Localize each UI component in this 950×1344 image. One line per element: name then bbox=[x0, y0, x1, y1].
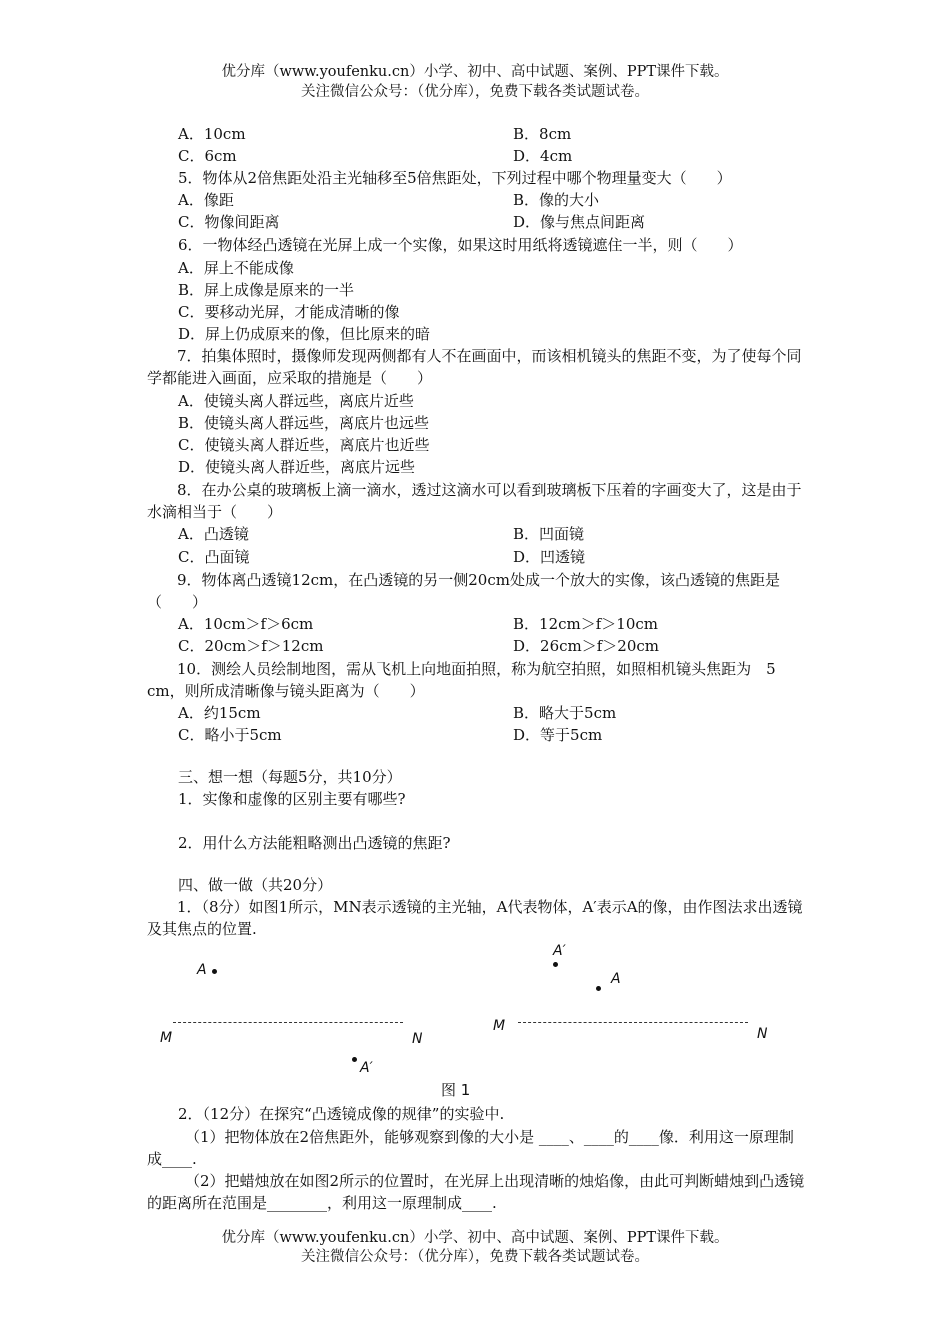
q9-option-d: D．26cm＞f＞20cm bbox=[513, 637, 660, 655]
q4-option-a: A．10cm bbox=[178, 125, 246, 143]
left-object-label: A bbox=[197, 962, 207, 978]
section-4-title: 四、做一做（共20分） bbox=[178, 876, 333, 894]
q8-stem: 8．在办公桌的玻璃板上滴一滴水，透过这滴水可以看到玻璃板下压着的字画变大了，这是由于水滴相当于（ ） bbox=[147, 481, 802, 521]
right-object-label: A bbox=[611, 971, 621, 987]
q10-option-b: B．略大于5cm bbox=[513, 704, 617, 722]
q4-option-b: B．8cm bbox=[513, 125, 572, 143]
q5-stem: 5．物体从2倍焦距处沿主光轴移至5倍焦距处，下列过程中哪个物理量变大（ ） bbox=[178, 169, 732, 187]
left-image-point bbox=[352, 1057, 357, 1062]
right-image-label: A′ bbox=[553, 943, 566, 959]
left-n-label: N bbox=[412, 1031, 423, 1047]
left-image-label: A′ bbox=[360, 1060, 373, 1076]
q8-option-c: C．凸面镜 bbox=[178, 548, 250, 566]
q7-option-a: A．使镜头离人群远些，离底片近些 bbox=[178, 392, 414, 410]
section-4-q1: 1．（8分）如图1所示，MN表示透镜的主光轴，A代表物体，A′表示A的像，由作图法求出透镜及其焦点的位置. bbox=[147, 898, 803, 938]
q6-option-b: B．屏上成像是原来的一半 bbox=[178, 281, 355, 299]
q5-option-a: A．像距 bbox=[178, 191, 234, 209]
section-4-q2-part1: （1）把物体放在2倍焦距外，能够观察到像的大小是 ____、____的____像．利用这一原理制成____. bbox=[147, 1128, 794, 1168]
right-object-point bbox=[596, 986, 601, 991]
q10-stem: 10．测绘人员绘制地图，需从飞机上向地面拍照，称为航空拍照，如照相机镜头焦距为 5 cm，则所成清晰像与镜头距离为（ ） bbox=[147, 660, 776, 700]
q5-option-c: C．物像间距离 bbox=[178, 213, 280, 231]
section-3-q1: 1．实像和虚像的区别主要有哪些? bbox=[178, 790, 406, 808]
q8-option-d: D．凹透镜 bbox=[513, 548, 586, 566]
figure-caption: 图 1 bbox=[441, 1081, 471, 1099]
header-line-2: 关注微信公众号：（优分库），免费下载各类试题试卷。 bbox=[301, 84, 649, 100]
q4-option-c: C．6cm bbox=[178, 147, 237, 165]
q5-option-d: D．像与焦点间距离 bbox=[513, 213, 646, 231]
right-n-label: N bbox=[757, 1026, 768, 1042]
section-4-q2-part2: （2）把蜡烛放在如图2所示的位置时，在光屏上出现清晰的烛焰像，由此可判断蜡烛到凸透镜的距离所在范围是________，利用这一原理制成____. bbox=[147, 1172, 805, 1212]
section-4-q2: 2．（12分）在探究“凸透镜成像的规律”的实验中. bbox=[178, 1105, 505, 1123]
section-3-q2: 2．用什么方法能粗略测出凸透镜的焦距? bbox=[178, 834, 451, 852]
q6-option-a: A．屏上不能成像 bbox=[178, 259, 294, 277]
q7-option-b: B．使镜头离人群远些，离底片也远些 bbox=[178, 414, 430, 432]
q9-stem: 9．物体离凸透镜12cm，在凸透镜的另一侧20cm处成一个放大的实像，该凸透镜的焦距是（ ） bbox=[147, 571, 780, 611]
q6-option-c: C．要移动光屏，才能成清晰的像 bbox=[178, 303, 400, 321]
header-line-1: 优分库（www.youfenku.cn）小学、初中、高中试题、案例、PPT课件下载。 bbox=[221, 64, 729, 80]
left-principal-axis bbox=[173, 1022, 403, 1023]
q7-option-c: C．使镜头离人群近些，离底片也近些 bbox=[178, 436, 430, 454]
left-object-point bbox=[212, 969, 217, 974]
q9-option-a: A．10cm＞f＞6cm bbox=[178, 615, 314, 633]
q10-option-c: C．略小于5cm bbox=[178, 726, 282, 744]
q7-stem: 7．拍集体照时，摄像师发现两侧都有人不在画面中，而该相机镜头的焦距不变，为了使每个同学都能进入画面，应采取的措施是（ ） bbox=[147, 347, 802, 387]
right-m-label: M bbox=[493, 1018, 506, 1034]
q4-option-d: D．4cm bbox=[513, 147, 573, 165]
q6-option-d: D．屏上仍成原来的像，但比原来的暗 bbox=[178, 325, 431, 343]
q10-option-a: A．约15cm bbox=[178, 704, 261, 722]
q6-stem: 6．一物体经凸透镜在光屏上成一个实像，如果这时用纸将透镜遮住一半，则（ ） bbox=[178, 236, 743, 254]
right-principal-axis bbox=[518, 1022, 748, 1023]
left-m-label: M bbox=[160, 1030, 173, 1046]
q7-option-d: D．使镜头离人群近些，离底片远些 bbox=[178, 458, 416, 476]
footer-line-1: 优分库（www.youfenku.cn）小学、初中、高中试题、案例、PPT课件下载。 bbox=[221, 1230, 729, 1246]
q8-option-b: B．凹面镜 bbox=[513, 525, 585, 543]
q10-option-d: D．等于5cm bbox=[513, 726, 603, 744]
section-3-title: 三、想一想（每题5分，共10分） bbox=[178, 768, 402, 786]
right-image-point bbox=[553, 962, 558, 967]
q5-option-b: B．像的大小 bbox=[513, 191, 600, 209]
q9-option-b: B．12cm＞f＞10cm bbox=[513, 615, 658, 633]
footer-line-2: 关注微信公众号：（优分库），免费下载各类试题试卷。 bbox=[301, 1249, 649, 1265]
q9-option-c: C．20cm＞f＞12cm bbox=[178, 637, 324, 655]
q8-option-a: A．凸透镜 bbox=[178, 525, 249, 543]
